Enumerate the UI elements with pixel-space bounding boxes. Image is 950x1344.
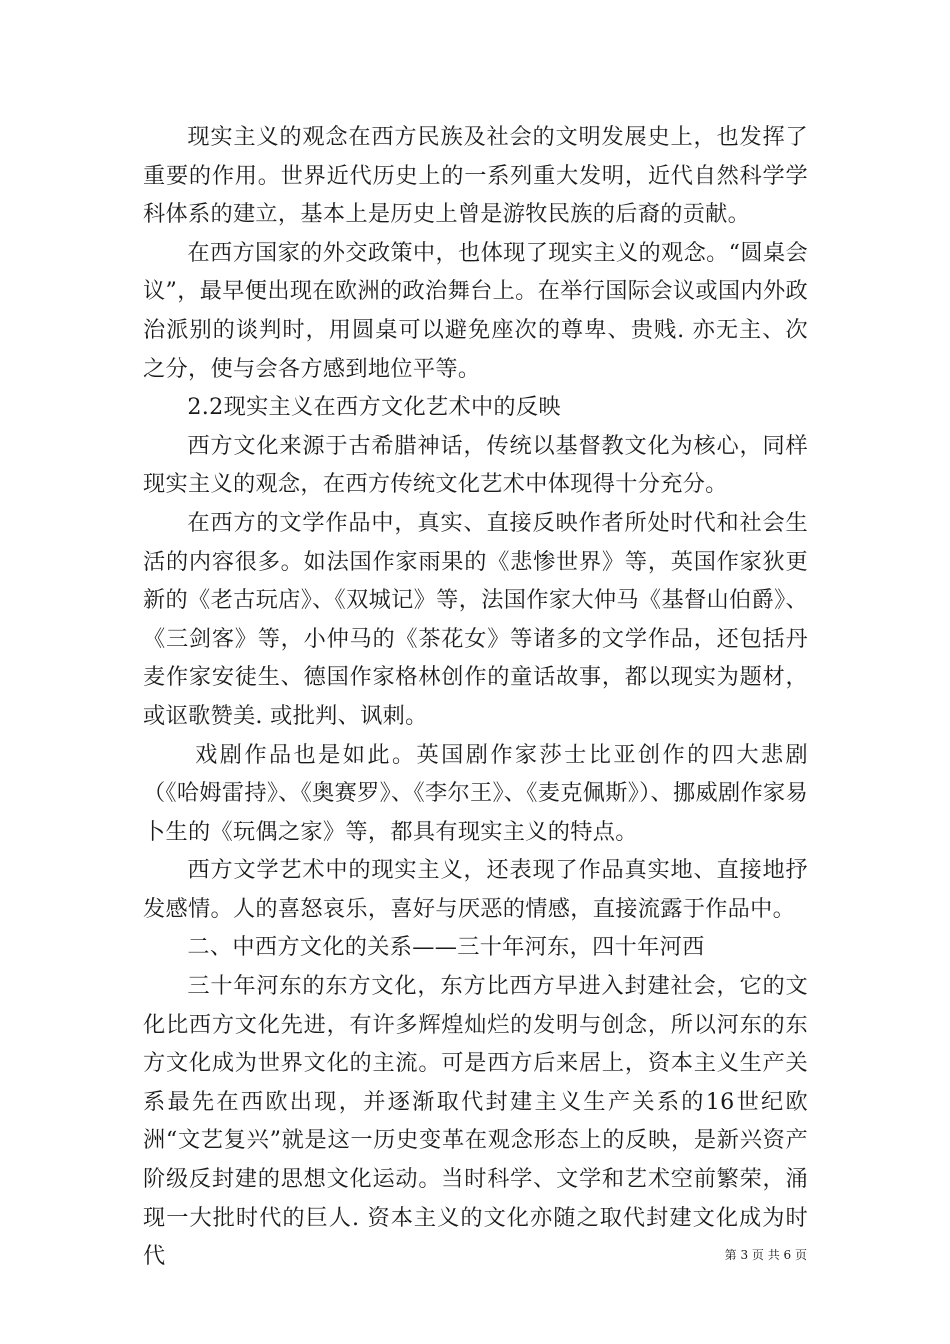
paragraph: 三十年河东的东方文化，东方比西方早进入封建社会，它的文化比西方文化先进，有许多辉煌灿烂的发明与创念，所以河东的东方文化成为世界文化的主流。可是西方后来居上，资本主义生产关系最先在西欧出现，并逐渐取代封建主义生产关系的16世纪欧洲“文艺复兴”就是这一历史变革在观念形态上的反映，是新兴资产阶级反封建的思想文化运动。当时科学、文学和艺术空前繁荣，涌现一大批时代的巨人. 资本主义的文化亦随之取代封建文化成为时代 (143, 973, 808, 1270)
section-heading: 2.2现实主义在西方文化艺术中的反映 (187, 394, 561, 421)
paragraph: 戏剧作品也是如此。英国剧作家莎士比亚创作的四大悲剧（《哈姆雷持》、《奥赛罗》、《李尔王》、《麦克佩斯》）、挪威剧作家易卜生的《玩偶之家》等，都具有现实主义的特点。 (143, 741, 808, 845)
paragraph: 西方文学艺术中的现实主义，还表现了作品真实地、直接地抒发感情。人的喜怒哀乐，喜好与厌恶的情感，直接流露于作品中。 (143, 857, 808, 922)
paragraph: 在西方国家的外交政策中，也体现了现实主义的观念。“圆桌会议”，最早便出现在欧洲的政治舞台上。在举行国际会议或国内外政治派别的谈判时，用圆桌可以避免座次的尊卑、贵贱. 亦无主、次之分，使与会各方感到地位平等。 (143, 239, 808, 382)
paragraph: 在西方的文学作品中，真实、直接反映作者所处时代和社会生活的内容很多。如法国作家雨果的《悲惨世界》等，英国作家狄更新的《老古玩店》、《双城记》等，法国作家大仲马《基督山伯爵》、《三剑客》等，小仲马的《茶花女》等诸多的文学作品，还包括丹麦作家安徒生、德国作家格林创作的童话故事，都以现实为题材，或讴歌赞美. 或批判、讽刺。 (143, 509, 808, 729)
paragraph: 西方文化来源于古希腊神话，传统以基督教文化为核心，同样现实主义的观念，在西方传统文化艺术中体现得十分充分。 (143, 432, 808, 498)
section-heading: 二、中西方文化的关系——三十年河东，四十年河西 (187, 934, 705, 961)
body-text (143, 118, 808, 1276)
paragraph: 现实主义的观念在西方民族及社会的文明发展史上，也发挥了重要的作用。世界近代历史上的一系列重大发明，近代自然科学学科体系的建立，基本上是历史上曾是游牧民族的后裔的贡献。 (143, 124, 808, 228)
page-number-footer: 第 3 页 共 6 页 (724, 1248, 807, 1262)
